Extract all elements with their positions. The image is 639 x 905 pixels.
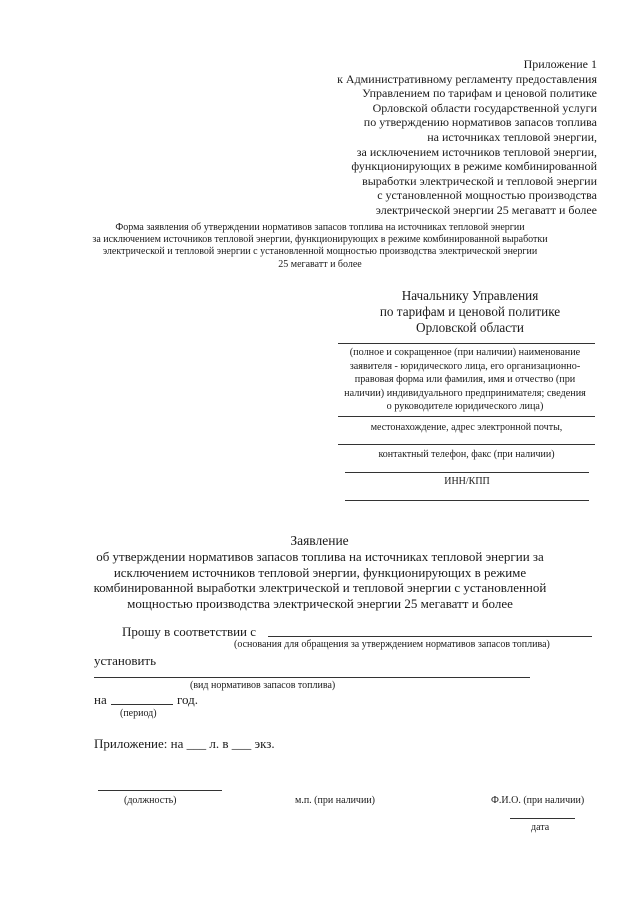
applicant-hint-line: правовая форма или фамилия, имя и отчество (при [354,374,576,386]
appendix-header [337,57,597,218]
appendix-line: Орловской области государственной услуги [372,100,597,115]
statement-body-line: комбинированной выработки электрической и тепловой энергии с установленной [93,580,547,596]
addressee-line: Начальнику Управления [401,288,539,303]
statement-body-line: исключением источников тепловой энергии, функционирующих в режиме [113,564,527,580]
address-label: местонахождение, адрес электронной почты, [370,422,563,433]
applicant-address-field-1[interactable] [338,416,595,417]
applicant-name-field[interactable] [338,343,595,344]
period-field[interactable] [111,704,173,705]
appendix-line: Приложение 1 [523,57,597,71]
statement-body-line: мощностью производства электрической энергии 25 мегаватт и более [127,595,513,611]
norm-type-hint: (вид нормативов запасов топлива) [190,680,336,691]
form-title-line: Форма заявления об утверждении нормативов запасов топлива на источниках тепловой энергии [115,222,525,233]
addressee-line: Орловской области [416,320,524,335]
appendix-line: выработки электрической и тепловой энергии [362,173,597,188]
statement-heading: Заявление [290,533,349,548]
fio-label: Ф.И.О. (при наличии) [491,795,585,806]
applicant-hint-line: (полное и сокращенное (при наличии) наименование [349,347,581,358]
applicant-address-field-2[interactable] [338,444,595,445]
date-field[interactable] [510,818,575,819]
applicant-phone-field[interactable] [345,472,589,473]
position-label: (должность) [124,795,177,806]
applicant-inn-field[interactable] [345,500,589,501]
for-text: на [94,692,107,707]
statement-body [70,549,570,611]
stamp-label: м.п. (при наличии) [295,795,375,806]
basis-field[interactable] [268,636,592,637]
appendix-line: к Административному регламенту предоставления [337,71,597,86]
period-hint: (период) [120,708,157,719]
form-title-line: 25 мегаватт и более [278,258,362,270]
norm-type-field[interactable] [94,677,530,678]
appendix-line: электрической энергии 25 мегаватт и более [375,202,597,217]
applicant-hint-line: наличии) индивидуального предпринимателя; сведения [344,387,586,399]
appendix-line: на источниках тепловой энергии, [427,129,597,144]
appendix-line: функционирующих в режиме комбинированной [351,159,597,174]
applicant-hint-line: заявителя - юридического лица, его организационно- [349,360,581,372]
attachment-text: Приложение: на ___ л. в ___ экз. [94,736,275,751]
form-title-line: за исключением источников тепловой энергии, функционирующих в режиме комбинированной выработки [92,234,548,246]
year-text: год. [177,692,198,707]
form-title [70,222,570,271]
request-text: Прошу в соответствии с [122,624,257,639]
date-label: дата [531,822,550,833]
inn-label: ИНН/КПП [444,476,490,487]
appendix-line: Управлением по тарифам и ценовой политике [362,86,597,101]
applicant-name-hint [330,346,600,414]
basis-hint: (основания для обращения за утверждением нормативов запасов топлива) [234,639,550,650]
form-title-line: электрической и тепловой энергии с установленной мощностью производства электрической энергии [102,246,538,258]
appendix-line: по утверждению нормативов запасов топлива [363,115,597,130]
appendix-line: с установленной мощностью производства [377,188,597,203]
statement-body-line: об утверждении нормативов запасов топлива на источниках тепловой энергии за [96,549,544,564]
position-field[interactable] [98,790,222,791]
addressee-block [360,288,580,336]
applicant-hint-line: о руководителе юридического лица) [386,401,544,413]
phone-label: контактный телефон, факс (при наличии) [378,449,555,460]
addressee-line: по тарифам и ценовой политике [379,304,561,319]
establish-text: установить [94,653,157,668]
appendix-line: за исключением источников тепловой энергии, [356,144,597,159]
